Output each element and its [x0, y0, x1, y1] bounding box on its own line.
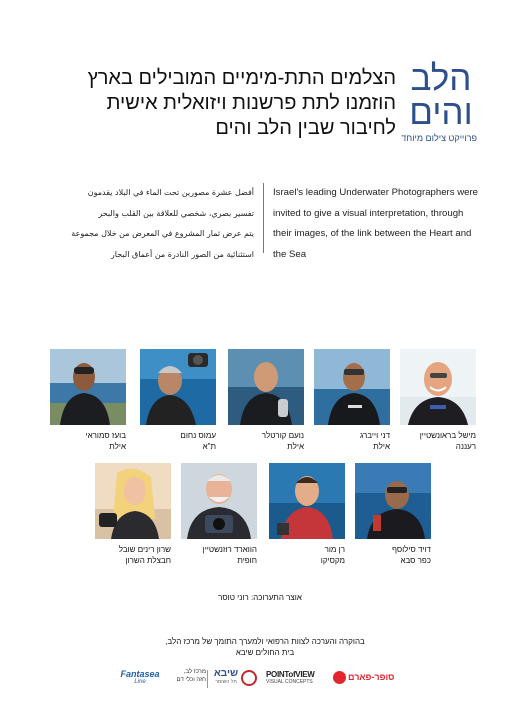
intro-arabic-line-1: أفضل عشرة مصورين تحت الماء في البلاد يقدمون [87, 188, 254, 197]
photographer-caption-6 [355, 544, 431, 566]
superpharm-logo-text: סופר-פארם [348, 672, 395, 682]
photographer-name: נועם קורטלר [261, 431, 304, 440]
photographer-name: דני וייברג [360, 431, 390, 440]
thanks-line-2: בית החולים שיבא [235, 648, 295, 657]
intro-english: Israel's leading Underwater Photographers were invited to give a visual interpretation, through their images, of the link between the Heart and the Sea [273, 187, 479, 260]
photographer-photo-3 [228, 349, 304, 425]
heart-center-line-1: מרכז לב, [183, 669, 206, 675]
photographer-name: בועז סמוראי [85, 431, 126, 440]
photographer-photo-2 [314, 349, 390, 425]
photographer-name: הווארד רוזנשטיין [202, 545, 257, 554]
photographer-photo-1 [400, 349, 476, 425]
project-logo [401, 59, 477, 143]
photographer-caption-4 [140, 430, 216, 452]
photographer-name: דויד סילוסף [391, 545, 431, 554]
photographer-caption-1 [400, 430, 476, 452]
intro-divider [263, 183, 264, 253]
superpharm-icon [333, 671, 346, 684]
intro-arabic-line-3: يتم عرض ثمار المشروع في المعرض من خلال مجموعة [71, 229, 254, 238]
photographer-name: עמוס נחום [180, 431, 216, 440]
title-line-3: לחיבור שבין הלב והים [215, 117, 396, 139]
sponsor-divider [207, 670, 208, 688]
photographer-caption-3 [228, 430, 304, 452]
photographer-city: אילת [287, 442, 304, 451]
photographer-city: חופית [237, 556, 257, 565]
photographer-city: כפר סבא [400, 556, 431, 565]
swirl-icon [241, 670, 257, 686]
photographer-photo-6 [355, 463, 431, 539]
sheba-logo-sub: תל השומר [215, 679, 237, 685]
photographer-city: מקסיקו [320, 556, 345, 565]
photographer-name: שרון רינים שובל [118, 545, 171, 554]
fantasea-logo-sub: Line [134, 679, 146, 685]
thanks-note [110, 636, 420, 658]
photographer-city: אילת [109, 442, 126, 451]
heart-center-logo [176, 668, 206, 684]
photographer-name: מישל בראונשטיין [419, 431, 476, 440]
photographer-photo-7 [269, 463, 345, 539]
photographer-photo-9 [95, 463, 171, 539]
title-line-2: הוזמנו לתת פרשנות ויזואלית אישית [106, 92, 396, 114]
photographer-name: רן מור [324, 545, 345, 554]
photographer-city: חבצלת השרון [125, 556, 171, 565]
photographer-caption-9 [95, 544, 171, 566]
photographer-city: ת"א [202, 442, 216, 451]
intro-arabic-line-4: استثنائية من الصور النادرة من أعماق البحار [110, 249, 254, 259]
thanks-line-1: בהוקרה והערכה לצוות הרפואי ולמערך התומך של מרכז הלב, [165, 637, 365, 646]
logo-subtitle: פרוייקט צילום מיוחד [401, 133, 477, 143]
pointofview-logo-sub: VISUAL CONCEPTS [266, 679, 313, 685]
logo-line-1: הלב [410, 59, 472, 98]
pointofview-logo-text: POINTofVIEW [266, 670, 315, 679]
photographer-caption-2 [314, 430, 390, 452]
heart-center-line-2: חזה וכלי דם [176, 677, 206, 683]
photographer-caption-7 [269, 544, 345, 566]
photographer-caption-5 [50, 430, 126, 452]
page-title [66, 66, 396, 141]
intro-arabic-line-2: تفسير بصري، شخصي للعلاقة بين القلب والبحر [98, 208, 254, 218]
fantasea-logo-text: Fantasea [120, 669, 160, 679]
curator-credit: אוצר התערוכה: רוני טוסר [218, 593, 302, 602]
sheba-logo-text: שיבא [213, 668, 239, 679]
photographer-photo-4 [140, 349, 216, 425]
pointofview-logo [266, 670, 324, 685]
logo-line-2: והים [409, 93, 473, 132]
photographer-caption-8 [181, 544, 257, 566]
photographer-city: רעננה [455, 442, 476, 451]
photographer-city: אילת [373, 442, 390, 451]
fantasea-logo [120, 669, 160, 685]
sheba-logo [211, 668, 241, 685]
photographer-photo-5 [50, 349, 126, 425]
title-line-1: הצלמים התת-מימיים המובילים בארץ [87, 67, 396, 89]
intro-arabic [58, 183, 254, 265]
photographer-photo-8 [181, 463, 257, 539]
